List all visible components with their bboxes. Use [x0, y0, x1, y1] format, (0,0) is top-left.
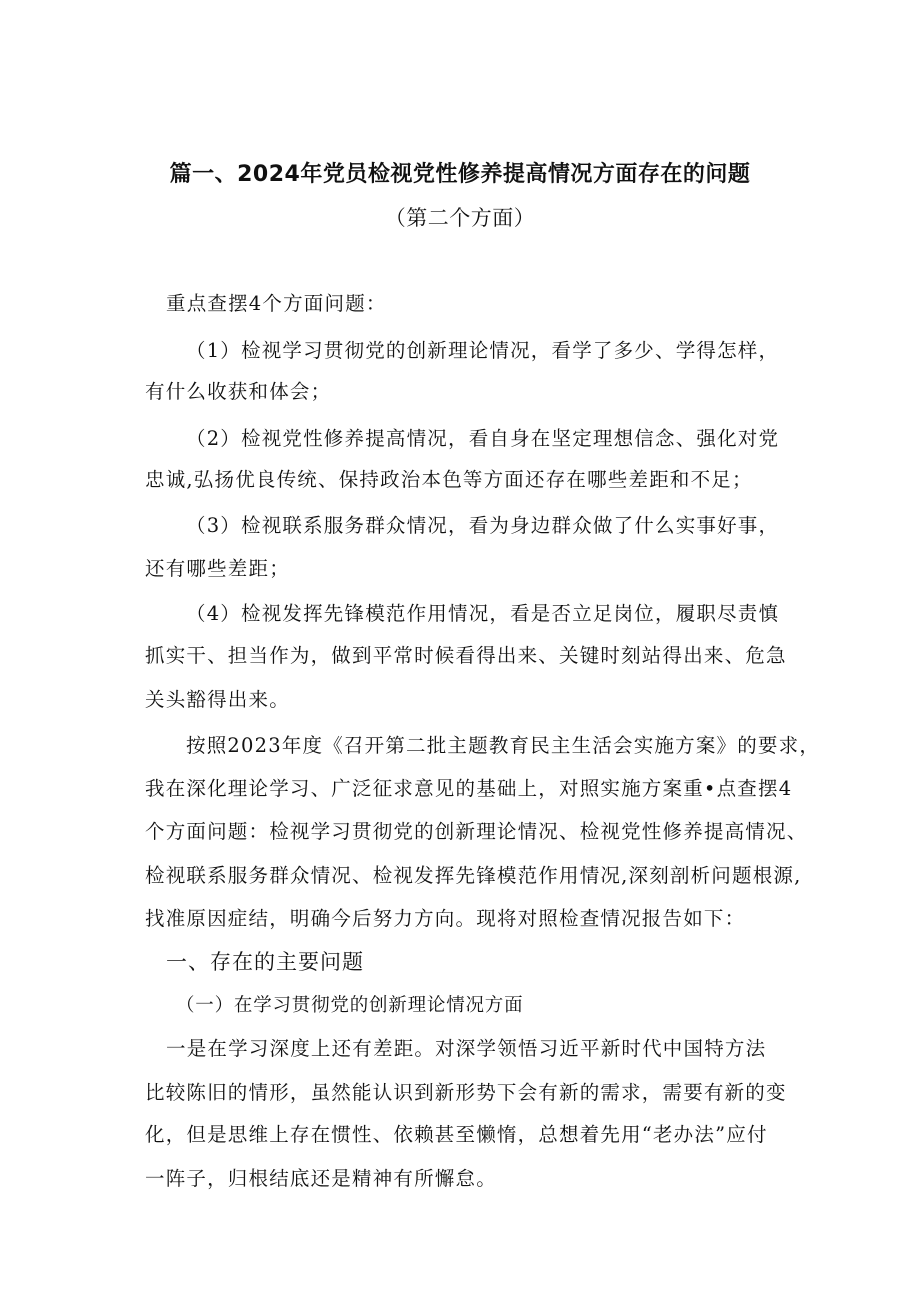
- document-title: 篇一、2024年党员检视党性修养提高情况方面存在的问题: [169, 162, 751, 187]
- subsection-heading: （一）在学习贯彻党的创新理论情况方面: [176, 995, 524, 1016]
- paragraph-line: （2）检视党性修养提高情况，看自身在坚定理想信念、强化对党: [186, 427, 780, 450]
- paragraph-line: 找准原因症结，明确今后努力方向。现将对照检查情况报告如下：: [145, 907, 746, 930]
- paragraph-line: 按照2023年度《召开第二批主题教育民主生活会实施方案》的要求，: [186, 734, 821, 757]
- paragraph-line: 重点查摆4个方面问题：: [166, 292, 387, 315]
- paragraph-line: 一阵子，归根结底还是精神有所懈怠。: [145, 1167, 497, 1190]
- paragraph-line: 一是在学习深度上还有差距。对深学领悟习近平新时代中国特方法: [166, 1037, 767, 1060]
- paragraph-line: （4）检视发挥先锋模范作用情况，看是否立足岗位，履职尽责慎: [186, 602, 780, 625]
- document-subtitle: （第二个方面）: [384, 206, 536, 230]
- paragraph-line: 有什么收获和体会；: [145, 380, 332, 403]
- paragraph-line: 忠诚,弘扬优良传统、保持政治本色等方面还存在哪些差距和不足；: [145, 468, 753, 491]
- section-heading: 一、存在的主要问题: [166, 950, 364, 974]
- paragraph-line: 比较陈旧的情形，虽然能认识到新形势下会有新的需求，需要有新的变: [145, 1081, 787, 1104]
- paragraph-line: 抓实干、担当作为，做到平常时候看得出来、关键时刻站得出来、危急: [145, 644, 787, 667]
- paragraph-line: （1）检视学习贯彻党的创新理论情况，看学了多少、学得怎样，: [186, 339, 780, 362]
- paragraph-line: 我在深化理论学习、广泛征求意见的基础上，对照实施方案重•点查摆4: [145, 777, 793, 800]
- paragraph-line: 检视联系服务群众情况、检视发挥先锋模范作用情况,深刻剖析问题根源,: [145, 864, 802, 887]
- paragraph-line: 化，但是思维上存在惯性、依赖甚至懒惰，总想着先用“老办法”应付: [145, 1123, 768, 1146]
- paragraph-line: 关头豁得出来。: [145, 688, 290, 711]
- paragraph-line: 个方面问题：检视学习贯彻党的创新理论情况、检视党性修养提高情况、: [145, 820, 808, 843]
- paragraph-line: 还有哪些差距；: [145, 557, 290, 580]
- paragraph-line: （3）检视联系服务群众情况，看为身边群众做了什么实事好事，: [186, 514, 780, 537]
